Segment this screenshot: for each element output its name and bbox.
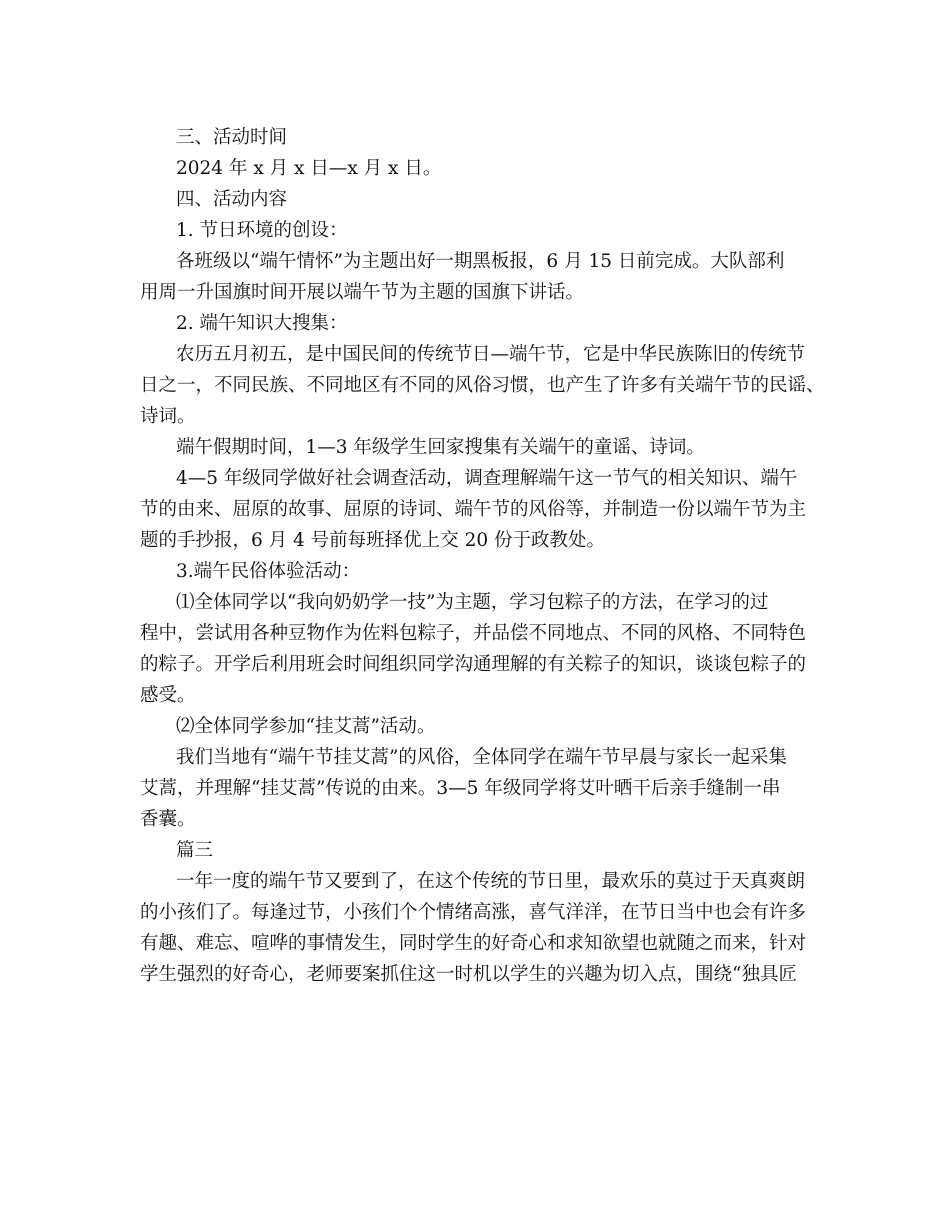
paragraph-line: 题的手抄报，6 月 4 号前每班择优上交 20 份于政教处。: [140, 530, 605, 551]
paragraph-line: 2024 年 x 月 x 日—x 月 x 日。: [176, 158, 442, 179]
paragraph-line: 农历五月初五，是中国民间的传统节日—端午节，它是中华民族陈旧的传统节: [176, 344, 806, 365]
paragraph-line: ⑴全体同学以“我向奶奶学一技”为主题，学习包粽子的方法，在学习的过: [176, 592, 769, 613]
paragraph-line: 香囊。: [140, 809, 196, 830]
paragraph-line: 艾蒿，并理解“挂艾蒿”传说的由来。3—5 年级同学将艾叶晒干后亲手缝制一串: [140, 778, 781, 799]
paragraph-line: 4—5 年级同学做好社会调查活动，调查理解端午这一节气的相关知识、端午: [176, 468, 798, 489]
paragraph-line: 各班级以“端午情怀”为主题出好一期黑板报，6 月 15 日前完成。大队部利: [176, 251, 785, 272]
paragraph-line: 学生强烈的好奇心，老师要案抓住这一时机以学生的兴趣为切入点，围绕“独具匠: [140, 964, 797, 985]
heading-activity-content: 四、活动内容: [176, 189, 288, 210]
paragraph-line: 用周一升国旗时间开展以端午节为主题的国旗下讲话。: [140, 282, 585, 303]
subheading-knowledge-collection: 2. 端午知识大搜集：: [176, 313, 348, 334]
paragraph-line: 感受。: [140, 685, 196, 706]
paragraph-line: 端午假期时间，1—3 年级学生回家搜集有关端午的童谣、诗词。: [176, 437, 705, 458]
paragraph-line: ⑵全体同学参加“挂艾蒿”活动。: [176, 716, 436, 737]
paragraph-line: 日之一，不同民族、不同地区有不同的风俗习惯，也产生了许多有关端午节的民谣、: [140, 375, 825, 396]
subheading-folk-experience: 3.端午民俗体验活动：: [176, 561, 361, 582]
paragraph-line: 有趣、难忘、喧哗的事情发生，同时学生的好奇心和求知欲望也就随之而来，针对: [140, 933, 807, 954]
document-body: [140, 122, 825, 990]
paragraph-line: 节的由来、屈原的故事、屈原的诗词、端午节的风俗等，并制造一份以端午节为主: [140, 499, 807, 520]
subheading-festival-environment: 1. 节日环境的创设：: [176, 220, 348, 241]
paragraph-line: 我们当地有“端午节挂艾蒿”的风俗，全体同学在端午节早晨与家长一起采集: [176, 747, 787, 768]
paragraph-line: 一年一度的端午节又要到了，在这个传统的节日里，最欢乐的莫过于天真爽朗: [176, 871, 806, 892]
paragraph-line: 程中，尝试用各种豆物作为佐料包粽子，并品偿不同地点、不同的风格、不同特色: [140, 623, 807, 644]
paragraph-line: 诗词。: [140, 406, 196, 427]
section-title-part-three: 篇三: [176, 840, 214, 861]
paragraph-line: 的小孩们了。每逢过节，小孩们个个情绪高涨，喜气洋洋，在节日当中也会有许多: [140, 902, 807, 923]
paragraph-line: 的粽子。开学后利用班会时间组织同学沟通理解的有关粽子的知识，谈谈包粽子的: [140, 654, 807, 675]
heading-activity-time: 三、活动时间: [176, 127, 288, 148]
